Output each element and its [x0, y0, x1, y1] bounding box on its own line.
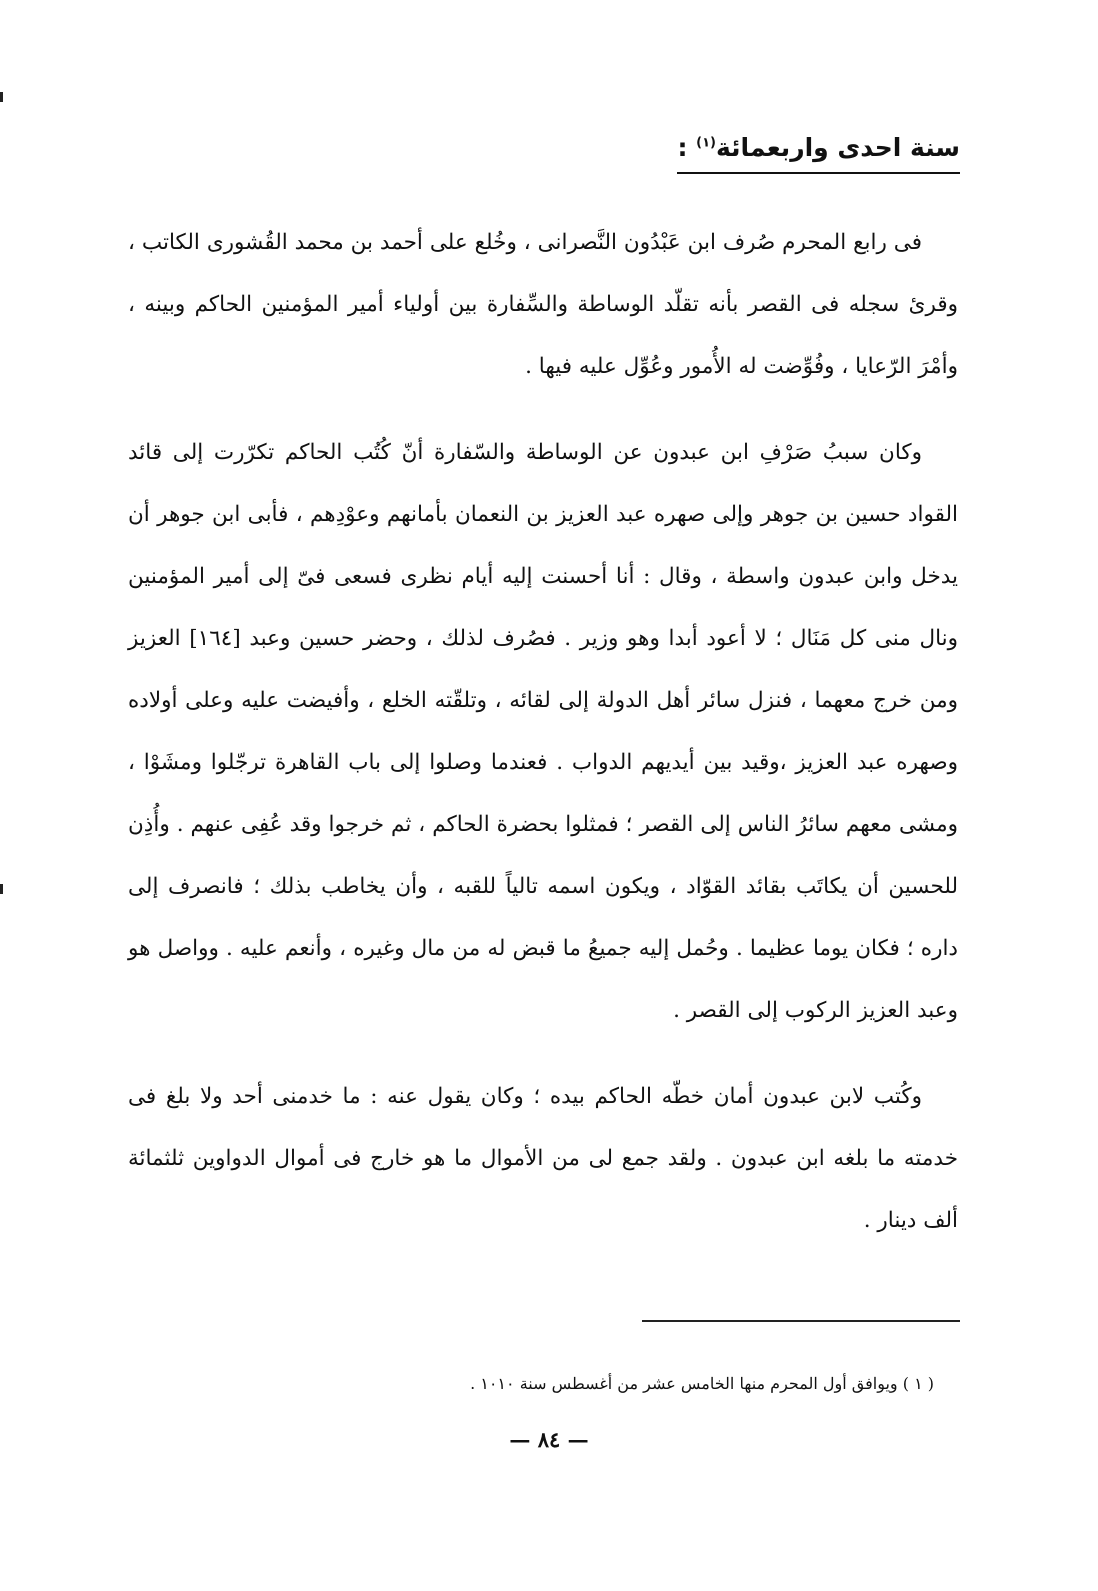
paragraph-1: فى رابع المحرم صُرف ابن عَبْدُون النَّصرانى ، وخُلع على أحمد بن محمد القُشورى الكاتب ، وقرئ سجله فى القصر بأنه تقلّد الوساطة والسِّفارة بين أولياء أمير المؤمنين الحاكم وبينه ، وأمْرَ الرّعايا ، وفُوِّضت له الأُمور وعُوِّل عليه فيها .	[128, 230, 958, 379]
heading-colon: :	[677, 133, 688, 162]
margin-mark	[0, 92, 3, 102]
heading-title: سنة احدى واربعمائة	[716, 133, 960, 162]
paragraph-2	[128, 422, 958, 1042]
source-page-reference: [١٦٤]	[189, 626, 241, 651]
page-number: — ٨٤ —	[509, 1427, 589, 1452]
paragraph-3: وكُتب لابن عبدون أمان خطّه الحاكم بيده ؛ وكان يقول عنه : ما خدمنى أحد ولا بلغ فى خدمته ما بلغه ابن عبدون . ولقد جمع لى من الأموال ما هو خارج فى أموال الدواوين ثلثمائة ألف دينار .	[128, 1084, 958, 1233]
section-heading-container	[677, 128, 960, 174]
footnote-reference: (١)	[696, 135, 716, 151]
paragraph-2-end: العزيز ومن خرج معهما ، فنزل سائر أهل الدولة إلى لقائه ، وتلقّته الخلع ، وأفيضت عليه وعلى أولاده وصهره عبد العزيز ،وقيد بين أيديهم الدواب . فعندما وصلوا إلى باب القاهرة ترجّلوا ومشَوْا ، ومشى معهم سائرُ الناس إلى القصر ؛ فمثلوا بحضرة الحاكم ، ثم خرجوا وقد عُفِى عنهم . وأُذِن للحسين أن يكاتَب بقائد القوّاد ، ويكون اسمه تالياً للقبه ، وأن يخاطب بذلك ؛ فانصرف إلى داره ؛ فكان يوما عظيما . وحُمل إليه جميعُ ما قبض له من مال وغيره ، وأنعم عليه . وواصل هو وعبد العزيز الركوب إلى القصر .	[128, 626, 958, 1023]
paragraph-2-start: وكان سببُ صَرْفِ ابن عبدون عن الوساطة والسّفارة أنّ كُتُب الحاكم تكرّرت إلى قائد القواد حسين بن جوهر وإلى صهره عبد العزيز بن النعمان بأمانهم وعوْدِهم ، فأبى ابن جوهر أن يدخل وابن عبدون واسطة ، وقال : أنا أحسنت إليه أيام نظرى فسعى فىّ إلى أمير المؤمنين ونال منى كل مَنَال ؛ لا أعود أبدا وهو وزير . فصُرف لذلك ، وحضر حسين وعبد	[128, 440, 958, 651]
margin-mark	[0, 884, 3, 894]
footnote: ( ١ ) ويوافق أول المحرم منها الخامس عشر من أغسطس سنة ١٠١٠ .	[470, 1374, 934, 1393]
main-text	[128, 212, 958, 1252]
section-heading	[677, 128, 960, 174]
footnote-separator	[642, 1320, 960, 1322]
